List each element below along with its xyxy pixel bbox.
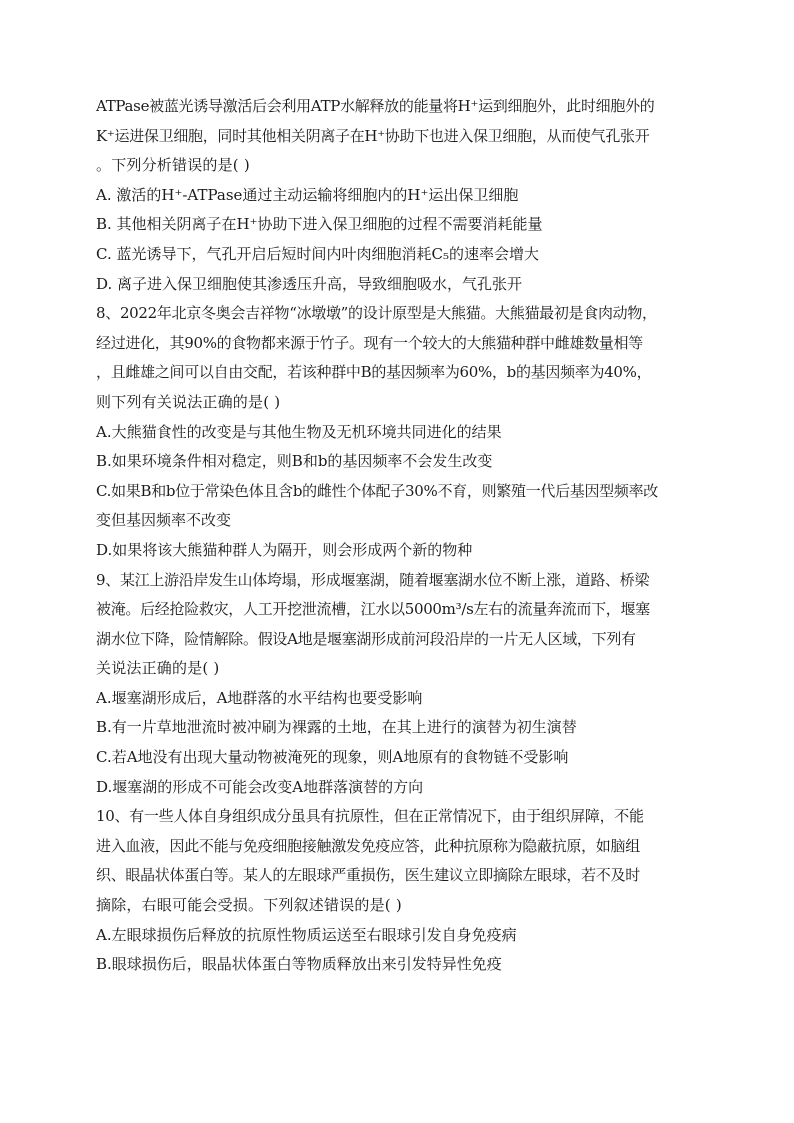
option-line: A.左眼球损伤后释放的抗原性物质运送至右眼球引发自身免疫病: [96, 925, 517, 944]
option-line: D.如果将该大熊猫种群人为隔开，则会形成两个新的物种: [96, 540, 473, 559]
question-line: 被淹。后经抢险救灾，人工开挖泄流槽，江水以5000m³/s左右的流量奔流而下，堰塞: [96, 600, 650, 619]
option-line: D.堰塞湖的形成不可能会改变A地群落演替的方向: [96, 777, 424, 796]
option-line: B.眼球损伤后，眼晶状体蛋白等物质释放出来引发特异性免疫: [96, 955, 502, 974]
question-line: 摘除，右眼可能会受损。下列叙述错误的是( ): [96, 896, 402, 915]
question-line: 8、2022年北京冬奥会吉祥物“冰墩墩”的设计原型是大熊猫。大熊猫最初是食肉动物，: [96, 304, 657, 323]
option-line: B.如果环境条件相对稳定，则B和b的基因频率不会发生改变: [96, 452, 493, 471]
option-line: A. 激活的H⁺-ATPase通过主动运输将细胞内的H⁺运出保卫细胞: [96, 185, 519, 204]
option-line: C.若A地没有出现大量动物被淹死的现象，则A地原有的食物链不受影响: [96, 748, 569, 767]
text-line: ATPase被蓝光诱导激活后会利用ATP水解释放的能量将H⁺运到细胞外，此时细胞外的: [96, 97, 655, 115]
question-line: 则下列有关说法正确的是( ): [96, 392, 281, 411]
option-line: B. 其他相关阴离子在H⁺协助下进入保卫细胞的过程不需要消耗能量: [96, 215, 543, 234]
option-line: D. 离子进入保卫细胞使其渗透压升高，导致细胞吸水，气孔张开: [96, 274, 523, 293]
option-line: C.如果B和b位于常染色体且含b的雌性个体配子30%不育，则繁殖一代后基因型频率改: [96, 481, 658, 500]
question-line: 进入血液，因此不能与免疫细胞接触激发免疫应答，此种抗原称为隐蔽抗原，如脑组: [96, 836, 640, 855]
question-line: 关说法正确的是( ): [96, 659, 220, 678]
question-line: 经过进化，其90%的食物都来源于竹子。现有一个较大的大熊猫种群中雌雄数量相等: [96, 333, 643, 352]
option-line: C. 蓝光诱导下，气孔开启后短时间内叶肉细胞消耗C₅的速率会增大: [96, 244, 539, 263]
question-line: 湖水位下降，险情解除。假设A地是堰塞湖形成前河段沿岸的一片无人区域，下列有: [96, 629, 636, 648]
text-line: K⁺运进保卫细胞，同时其他相关阴离子在H⁺协助下也进入保卫细胞，从而使气孔张开: [96, 126, 650, 145]
option-line: A.堰塞湖形成后，A地群落的水平结构也要受影响: [96, 688, 423, 707]
option-line: A.大熊猫食性的改变是与其他生物及无机环境共同进化的结果: [96, 422, 502, 441]
text-line: 。下列分析错误的是( ): [96, 156, 250, 175]
option-line: 变但基因频率不改变: [96, 511, 232, 530]
document-page: [96, 92, 700, 980]
question-line: 织、眼晶状体蛋白等。某人的左眼球严重损伤，医生建议立即摘除左眼球，若不及时: [96, 866, 640, 885]
question-line: 10、有一些人体自身组织成分虽具有抗原性，但在正常情况下，由于组织屏障，不能: [96, 807, 644, 826]
question-line: ，且雌雄之间可以自由交配，若该种群中B的基因频率为60%，b的基因频率为40%，: [96, 363, 652, 382]
question-line: 9、某江上游沿岸发生山体垮塌，形成堰塞湖，随着堰塞湖水位不断上涨，道路、桥梁: [96, 570, 650, 589]
option-line: B.有一片草地泄流时被冲刷为裸露的土地，在其上进行的演替为初生演替: [96, 718, 577, 737]
